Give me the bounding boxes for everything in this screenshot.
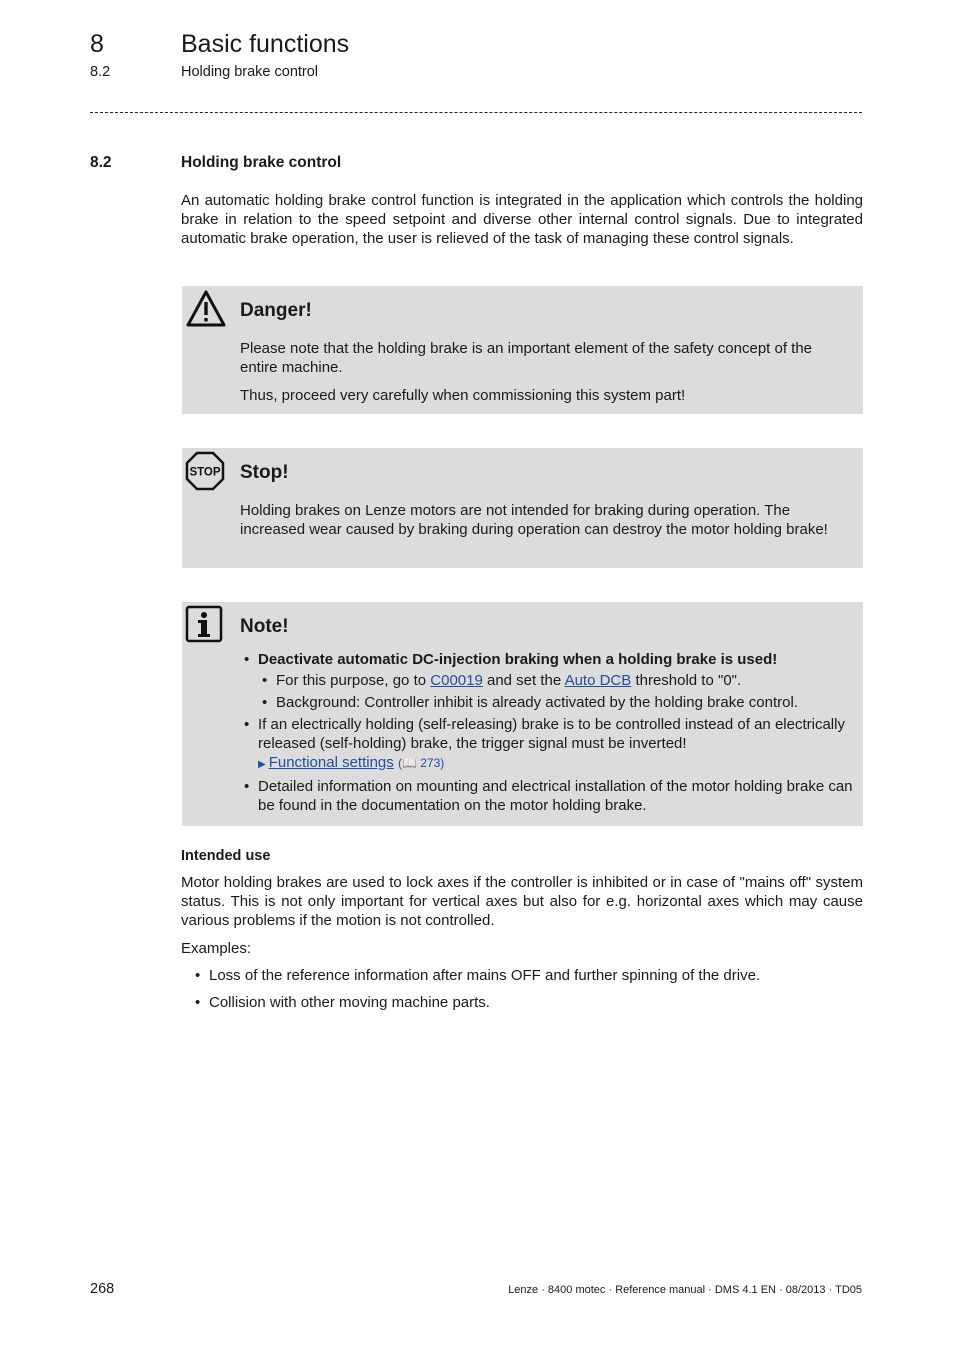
note-sub-bullet: • For this purpose, go to C00019 and set the Auto DCB threshold to "0". xyxy=(262,672,742,689)
note-title: Note! xyxy=(240,616,289,637)
c00019-link[interactable]: C00019 xyxy=(430,672,483,689)
chapter-title: Basic functions xyxy=(181,30,350,58)
examples-label: Examples: xyxy=(181,940,252,957)
note-sub-bullet: • Background: Controller inhibit is already activated by the holding brake control. xyxy=(262,694,798,711)
section-title: Holding brake control xyxy=(181,154,342,171)
example-text: Loss of the reference information after mains OFF and further spinning of the drive. xyxy=(209,967,761,984)
danger-paragraph: Please note that the holding brake is an important element of the safety concept of the entire machine. xyxy=(240,340,813,376)
intended-use-heading: Intended use xyxy=(181,848,271,864)
note-text: For this purpose, go to xyxy=(276,672,427,689)
example-text: Collision with other moving machine parts. xyxy=(209,994,490,1011)
stop-sign-icon xyxy=(185,451,225,496)
book-icon: 📖 xyxy=(401,756,417,770)
info-icon xyxy=(185,605,223,648)
stop-box xyxy=(182,448,863,568)
note-bullet-bold: Deactivate automatic DC-injection braking when a holding brake is used! xyxy=(258,651,778,668)
functional-settings-link[interactable]: Functional settings xyxy=(268,754,394,771)
examples-list xyxy=(191,966,861,1020)
stop-sign-label: STOP xyxy=(189,466,221,479)
note-text: Detailed information on mounting and electrical installation of the motor holding brake can be found in the documentation on the motor holding brake. xyxy=(258,778,853,814)
header-section-number: 8.2 xyxy=(90,64,111,80)
note-text: If an electrically holding (self-releasing) brake is to be controlled instead of an electrically released (self-holding) brake, the trigger signal must be inverted! xyxy=(258,716,845,752)
note-text: and set the xyxy=(486,672,562,689)
danger-body xyxy=(240,339,850,414)
note-bullet: • If an electrically holding (self-releasing) brake is to be controlled instead of an electrically released (self-holding) brake, the trigger signal must be inverted! ▶ Functional settings (📖 273) xyxy=(244,716,845,771)
note-text: Background: Controller inhibit is already activated by the holding brake control. xyxy=(276,694,798,711)
document-reference: Lenze · 8400 motec · Reference manual · DMS 4.1 EN · 08/2013 · TD05 xyxy=(508,1284,862,1296)
header-divider xyxy=(90,112,862,113)
page-number: 268 xyxy=(90,1281,115,1297)
section-number: 8.2 xyxy=(90,154,112,171)
stop-body: Holding brakes on Lenze motors are not intended for braking during operation. The increased wear caused by braking during operation can destroy the motor holding brake! xyxy=(240,502,828,538)
danger-title: Danger! xyxy=(240,300,312,321)
chapter-number: 8 xyxy=(90,30,104,58)
danger-paragraph: Thus, proceed very carefully when commissioning this system part! xyxy=(240,387,686,404)
auto-dcb-link[interactable]: Auto DCB xyxy=(564,672,632,689)
arrow-right-icon: ▶ xyxy=(258,759,266,770)
danger-box xyxy=(182,286,863,414)
example-item: • Collision with other moving machine parts. xyxy=(195,994,490,1011)
note-body xyxy=(240,650,855,818)
note-box xyxy=(182,602,863,826)
page-reference[interactable]: (📖 273) xyxy=(397,756,445,770)
example-item: • Loss of the reference information after mains OFF and further spinning of the drive. xyxy=(195,967,761,984)
note-bullet: • Detailed information on mounting and electrical installation of the motor holding brake can be found in the documentation on the motor holding brake. xyxy=(244,778,853,814)
page-reference-number: 273 xyxy=(420,756,441,770)
warning-triangle-icon xyxy=(185,289,227,334)
note-bullet: • Deactivate automatic DC-injection braking when a holding brake is used! • For this purpose, go to C00019 and set the Auto DCB threshold to "0". • Background: Controller inhibit is already activated by the holding brake control. xyxy=(240,650,855,712)
note-text: threshold to "0". xyxy=(635,672,742,689)
intended-use-paragraph: Motor holding brakes are used to lock axes if the controller is inhibited or in case of "mains off" system status. This is not only important for vertical axes but also for e.g. horizontal axes which may cause various problems if the motion is not controlled. xyxy=(181,874,863,929)
intro-paragraph: An automatic holding brake control function is integrated in the application which controls the holding brake in relation to the speed setpoint and diverse other internal control signals. Due to integrated automatic brake operation, the user is relieved of the task of managing these control signals. xyxy=(181,192,863,247)
header-section-title: Holding brake control xyxy=(181,64,319,80)
stop-title: Stop! xyxy=(240,462,289,483)
